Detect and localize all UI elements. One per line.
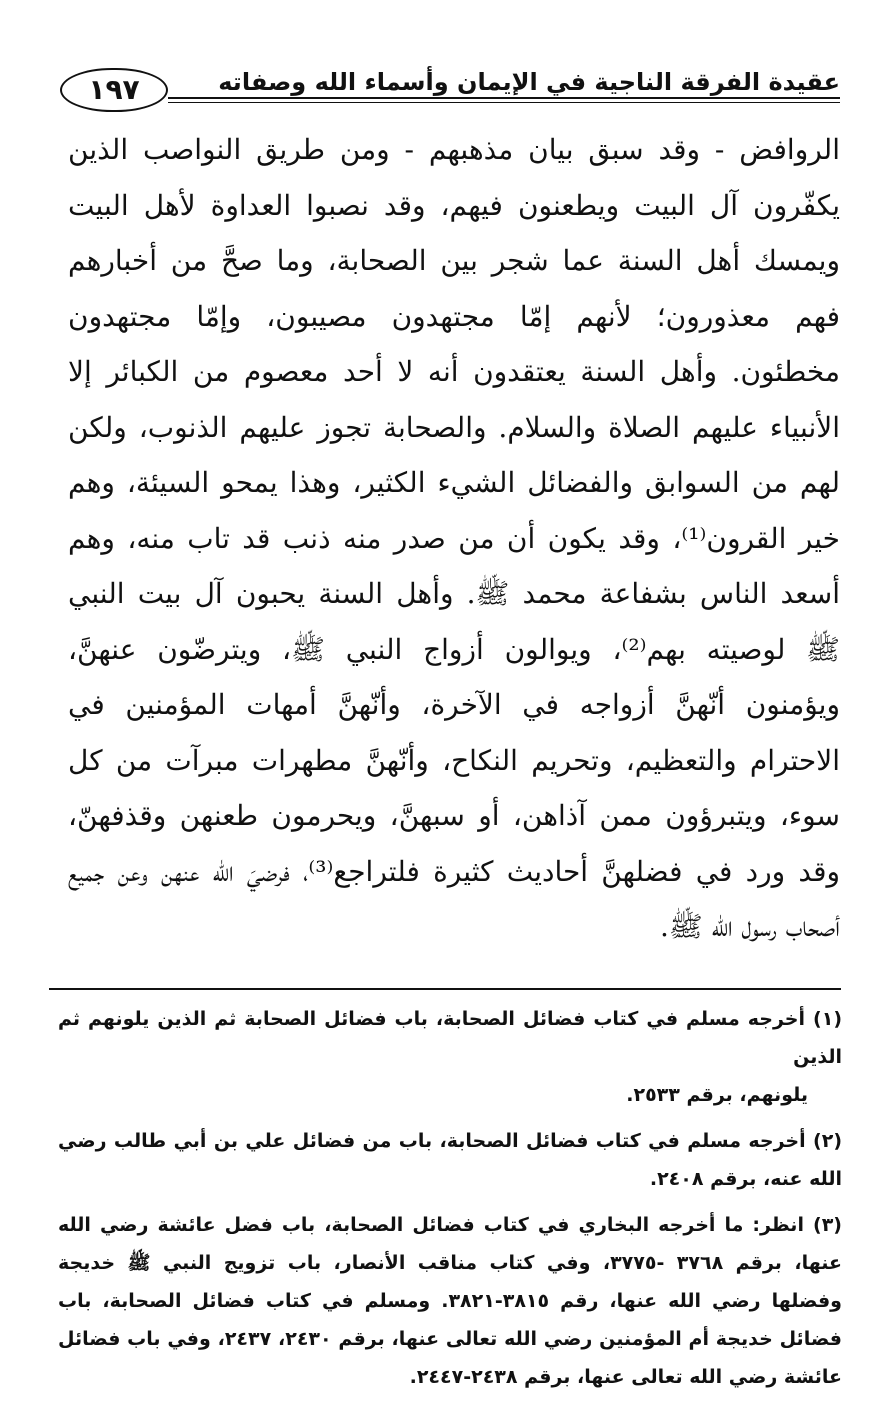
footnote-marker: (٣)	[813, 1214, 842, 1236]
footnote-marker: (٢)	[813, 1130, 842, 1152]
footnote-2	[58, 1122, 842, 1198]
book-title: عقيدة الفرقة الناجية في الإيمان وأسماء الله وصفاته	[218, 68, 840, 96]
footnote-3	[58, 1206, 842, 1396]
main-paragraph: الروافض - وقد سبق بيان مذهبهم - ومن طريق النواصب الذين يكفّرون آل البيت ويطعنون فيهم، وقد نصبوا العداوة لأهل البيت ويمسك أهل السنة عما شجر بين الصحابة، وما صحَّ من أخبارهم فهم معذورون؛ لأنهم إمّا مجتهدون مصيبون، وإمّا مجتهدون مخطئون. وأهل السنة يعتقدون أنه لا أحد معصوم من الكبائر إلا الأنبياء عليهم الصلاة والسلام. والصحابة تجوز عليهم الذنوب، ولكن لهم من السوابق والفضائل الشيء الكثير، وهذا يمحو السيئة، وهم خير القرون⁽¹⁾، وقد يكون أن من صدر منه ذنب قد تاب منه، وهم أسعد الناس بشفاعة محمد ﷺ. وأهل السنة يحبون آل بيت النبي ﷺ لوصيته بهم⁽²⁾، ويوالون أزواج النبي ﷺ، ويترضّون عنهنَّ، ويؤمنون أنّهنَّ أزواجه في الآخرة، وأنّهنَّ أمهات المؤمنين في الاحترام والتعظيم، وتحريم النكاح، وأنّهنَّ مطهرات مبرآت من كل سوء، ويتبرؤون ممن آذاهن، أو سبهنَّ، ويحرمون طعنهن وقذفهنّ، وقد ورد في فضلهنَّ أحاديث كثيرة فلتراجع⁽³⁾، فرضيَ الله عنهن وعن جميع أصحاب رسول الله ﷺ.	[68, 133, 841, 943]
running-header	[60, 62, 840, 114]
footnote-marker: (١)	[813, 1008, 842, 1030]
footnote-1	[58, 1000, 842, 1114]
footnote-text: أخرجه مسلم في كتاب فضائل الصحابة، باب فضائل الصحابة ثم الذين يلونهم ثم الذين	[58, 1008, 842, 1068]
page-number: ١٩٧	[60, 68, 168, 112]
main-text	[68, 122, 840, 955]
header-rule	[168, 97, 840, 103]
footnotes	[58, 1000, 842, 1404]
footnote-continuation: يلونهم، برقم ٢٥٣٣.	[626, 1084, 808, 1106]
footnote-text: أخرجه مسلم في كتاب فضائل الصحابة، باب من فضائل علي بن أبي طالب رضي الله عنه، برقم ٢٤٠٨.	[58, 1130, 842, 1190]
footnote-divider	[49, 988, 841, 990]
footnote-text: انظر: ما أخرجه البخاري في كتاب فضائل الصحابة، باب فضل عائشة رضي الله عنها، برقم ٣٧٦٨ -٣٧٧٥، وفي كتاب مناقب الأنصار، باب تزويج النبي ﷺ خديجة وفضلها رضي الله عنها، رقم ٣٨١٥-٣٨٢١. ومسلم في كتاب فضائل الصحابة، باب فضائل خديجة أم المؤمنين رضي الله تعالى عنها، برقم ٢٤٣٠، ٢٤٣٧، وفي باب فضائل عائشة رضي الله تعالى عنها، برقم ٢٤٣٨-٢٤٤٧.	[58, 1214, 843, 1388]
